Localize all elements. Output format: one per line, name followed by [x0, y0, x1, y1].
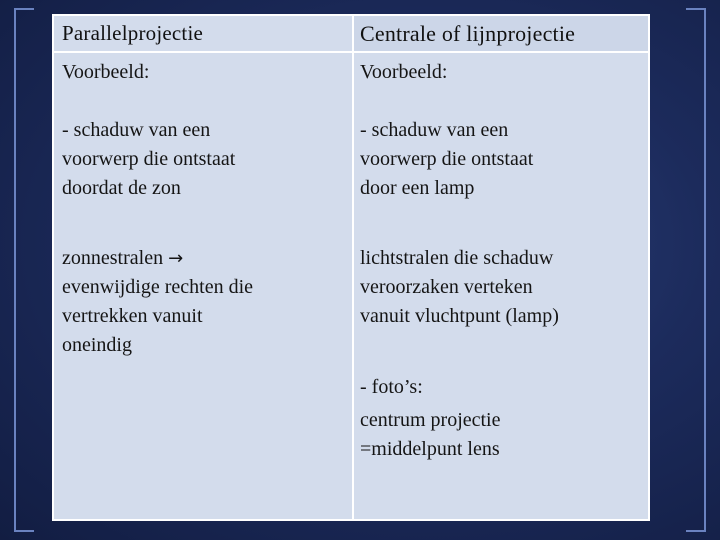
left-rays-text: zonnestralen → evenwijdige rechten die vertrekken vanuit oneindig [62, 247, 254, 356]
table-header-row [54, 16, 648, 53]
right-example-label: Voorbeeld: [360, 61, 448, 83]
arrow-right-icon: → [168, 248, 184, 269]
right-rays-text: lichtstralen die schaduw veroorzaken verteken vanuit vluchtpunt (lamp) [360, 247, 559, 327]
right-shadow-text: - schaduw van een voorwerp die ontstaat door een lamp [360, 119, 534, 199]
right-frame-bracket [686, 8, 706, 532]
left-frame-bracket [14, 8, 34, 532]
header-parallel: Parallelprojectie [62, 21, 203, 45]
comparison-table [52, 14, 650, 521]
column-divider [352, 16, 354, 519]
header-central: Centrale of lijnprojectie [360, 21, 576, 46]
left-example-label: Voorbeeld: [62, 61, 150, 83]
right-photo-label: - foto’s: [360, 376, 423, 398]
right-photo-text: centrum projectie =middelpunt lens [360, 409, 501, 460]
left-shadow-text: - schaduw van een voorwerp die ontstaat doordat de zon [62, 119, 236, 199]
